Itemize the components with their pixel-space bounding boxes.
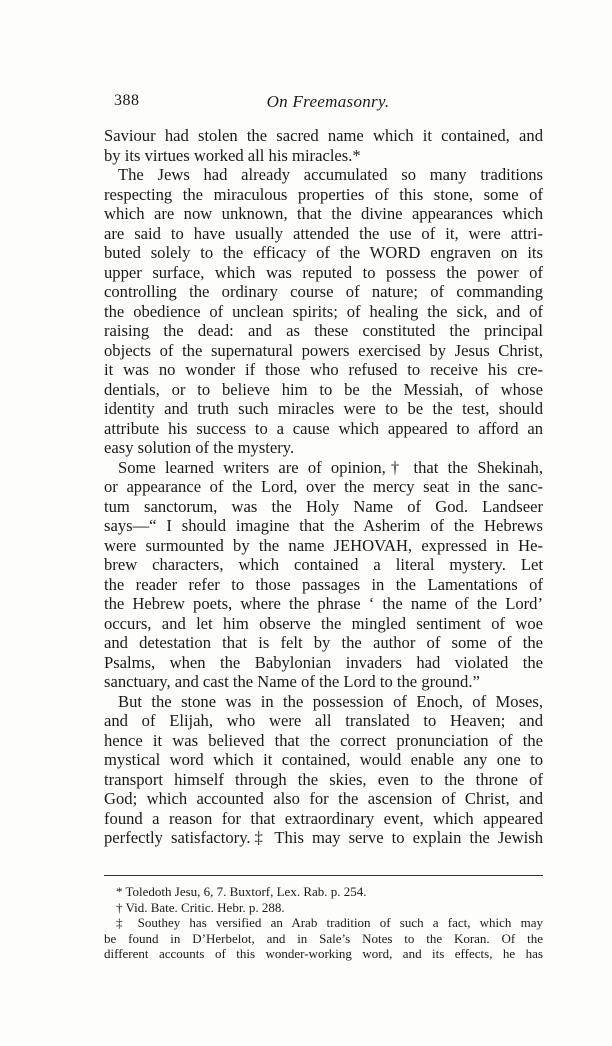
text-line: Saviour had stolen the sacred name which it contained, and [104,126,543,145]
text-line: occurs, and let him observe the mingled sentiment of woe [104,613,543,633]
text-line: The Jews had already accumulated so many traditions [118,165,543,184]
text-line: and of Elijah, who were all translated to Heaven; and [104,711,543,730]
text-line: perfectly satisfactory.‡ This may serve to explain the Jewish [104,828,543,847]
footnote-rule [104,875,543,876]
text-line: tum sanctorum, was the Holy Name of God. Landseer [104,496,543,516]
text-line: the reader refer to those passages in the Lamentations of [104,574,543,594]
text-line: were surmounted by the name JEHOVAH, expressed in He- [104,535,543,555]
footnote: be found in D’Herbelot, and in Sale’s Notes to the Koran. Of the [104,930,543,946]
text-line: sanctuary, and cast the Name of the Lord to the ground.” [104,672,480,691]
text-line: mystical word which it contained, would enable any one to [104,750,543,769]
text-line: controlling the ordinary course of nature; of commanding [104,282,543,301]
text-line: objects of the supernatural powers exercised by Jesus Christ, [104,340,543,360]
page-header [114,92,542,116]
footnotes [104,884,543,962]
text-line: identity and truth such miracles were to be the test, should [104,399,543,418]
text-line: it was no wonder if those who refused to receive his cre- [104,360,543,379]
text-line: brew characters, which contained a literal mystery. Let [104,555,543,574]
text-line: easy solution of the mystery. [104,438,295,457]
footnote: ‡ Southey has versified an Arab tradition of such a fact, which may [116,915,543,930]
text-line: says—“ I should imagine that the Asherim of the Hebrews [104,516,543,535]
footnote: † Vid. Bate. Critic. Hebr. p. 288. [116,899,285,915]
text-line: respecting the miraculous properties of this stone, some of [104,184,543,204]
text-line: But the stone was in the possession of Enoch, of Moses, [118,691,543,711]
text-line: which are now unknown, that the divine appearances which [104,204,543,223]
text-line: attribute his success to a cause which appeared to afford an [104,418,543,438]
text-line: the obedience of unclean spirits; of healing the sick, and of [104,301,543,321]
page-number: 388 [114,92,140,109]
text-line: by its virtues worked all his miracles.* [104,145,361,165]
text-line: found a reason for that extraordinary event, which appeared [104,808,543,828]
text-line: are said to have usually attended the use of it, were attri- [104,223,543,243]
text-line: buted solely to the efficacy of the WORD engraven on its [104,243,543,262]
running-title: On Freemasonry. [266,92,390,111]
text-line: raising the dead: and as these constituted the principal [104,321,543,340]
text-line: dentials, or to believe him to be the Messiah, of whose [104,379,543,399]
text-line: upper surface, which was reputed to possess the power of [104,262,543,282]
text-line: and detestation that is felt by the author of some of the [104,633,543,652]
text-line: hence it was believed that the correct pronunciation of the [104,730,543,750]
footnote: * Toledoth Jesu, 6, 7. Buxtorf, Lex. Rab. p. 254. [116,884,367,899]
body-text [104,126,543,848]
text-line: God; which accounted also for the ascension of Christ, and [104,789,543,808]
text-line: Psalms, when the Babylonian invaders had violated the [104,652,543,672]
text-line: Some learned writers are of opinion,† that the Shekinah, [118,457,543,477]
text-line: or appearance of the Lord, over the mercy seat in the sanc- [104,477,543,496]
text-line: transport himself through the skies, even to the throne of [104,769,543,789]
footnote: different accounts of this wonder-working word, and its effects, he has [104,946,543,961]
text-line: the Hebrew poets, where the phrase ‘ the name of the Lord’ [104,594,543,613]
